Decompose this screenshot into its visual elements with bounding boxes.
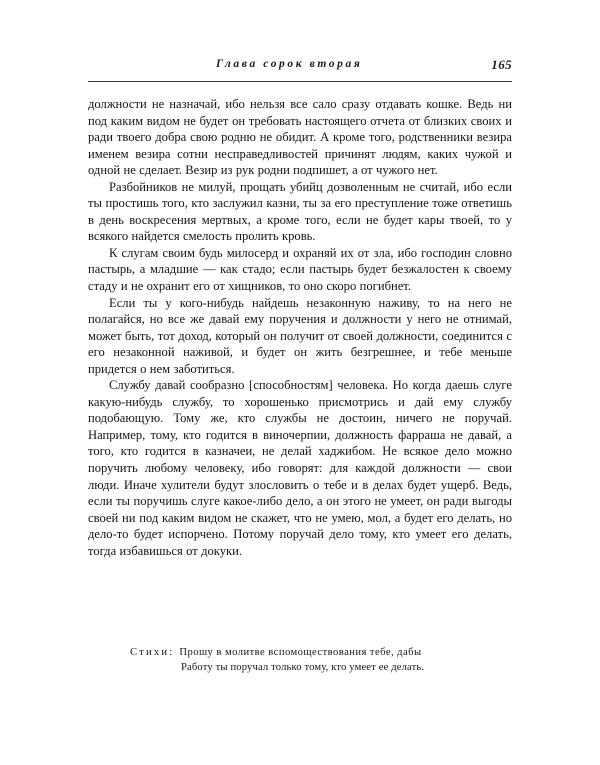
paragraph: Если ты у кого-нибудь найдешь незаконную наживу, то на него не полагайся, но все же давай ему поручения и должности у него не отнимай, может быть, тот доход, который он получит от своей должности, соединится с его незаконной наживой, и будет он жить безгрешнее, и тебе меньше придется о нем заботиться. <box>88 295 512 376</box>
verse-line <box>88 646 512 661</box>
body-text-block <box>88 96 512 559</box>
paragraph: Службу давай сообразно [способностям] человека. Но когда даешь слуге какую-нибудь службу, то хорошенько присмотрись и дай ему службу подобающую. Тому же, кто службы не достоин, ничего не поручай. Например, тому, кто годится в виночерпии, должность фарраша не давай, а того, кто годится в казначеи, не делай хаджибом. Не всякое дело можно поручить любому человеку, ибо говорят: для каждой должности — свои люди. Иначе хулители будут злословить о тебе и в делах будет ущерб. Ведь, если ты поручишь слуге какое-либо дело, а он этого не умеет, он ради выгоды своей ни под каким видом не скажет, что не умею, мол, а будет его делать, но дело-то будет испорчено. Потому поручай дело тому, кто умеет его делать, тогда избавишься от докуки. <box>88 378 512 558</box>
page-number: 165 <box>491 57 512 72</box>
chapter-title: Глава сорок вторая <box>216 58 363 70</box>
paragraph: Разбойников не милуй, прощать убийц дозволенным не считай, ибо если ты простишь того, кто заслужил казни, ты за его преступление тоже ответишь в день воскресения мертвых, а кроме того, если не будет кары твоей, то у всякого найдется смелость пролить кровь. <box>88 179 512 244</box>
header-rule-divider <box>88 81 512 82</box>
running-head <box>88 58 512 80</box>
verse-text-line-2: Работу ты поручал только тому, кто умеет ее делать. <box>181 661 425 673</box>
verse-label: Стихи: <box>130 647 175 658</box>
paragraph: К слугам своим будь милосерд и охраняй их от зла, ибо господин словно пастырь, а младшие — как стадо; если пастырь будет безжалостен к своему стаду и не охранит его от хищников, то оно скоро погибнет. <box>88 245 512 294</box>
verse-line <box>88 661 512 676</box>
verse-block <box>88 646 512 675</box>
paragraph: должности не назначай, ибо нельзя все сало сразу отдавать кошке. Ведь ни под каким видом не будет он требовать настоящего отчета от близких своих и ради твоего добра свою родню не обидит. А кроме того, родственники везира именем везира сотни несправедливостей причинят людям, каких чужой и одной не сделает. Везир из рук родни подпишет, а от чужого нет. <box>88 97 512 178</box>
verse-text-line-1: Прошу в молитве вспомоществования тебе, дабы <box>179 647 422 658</box>
